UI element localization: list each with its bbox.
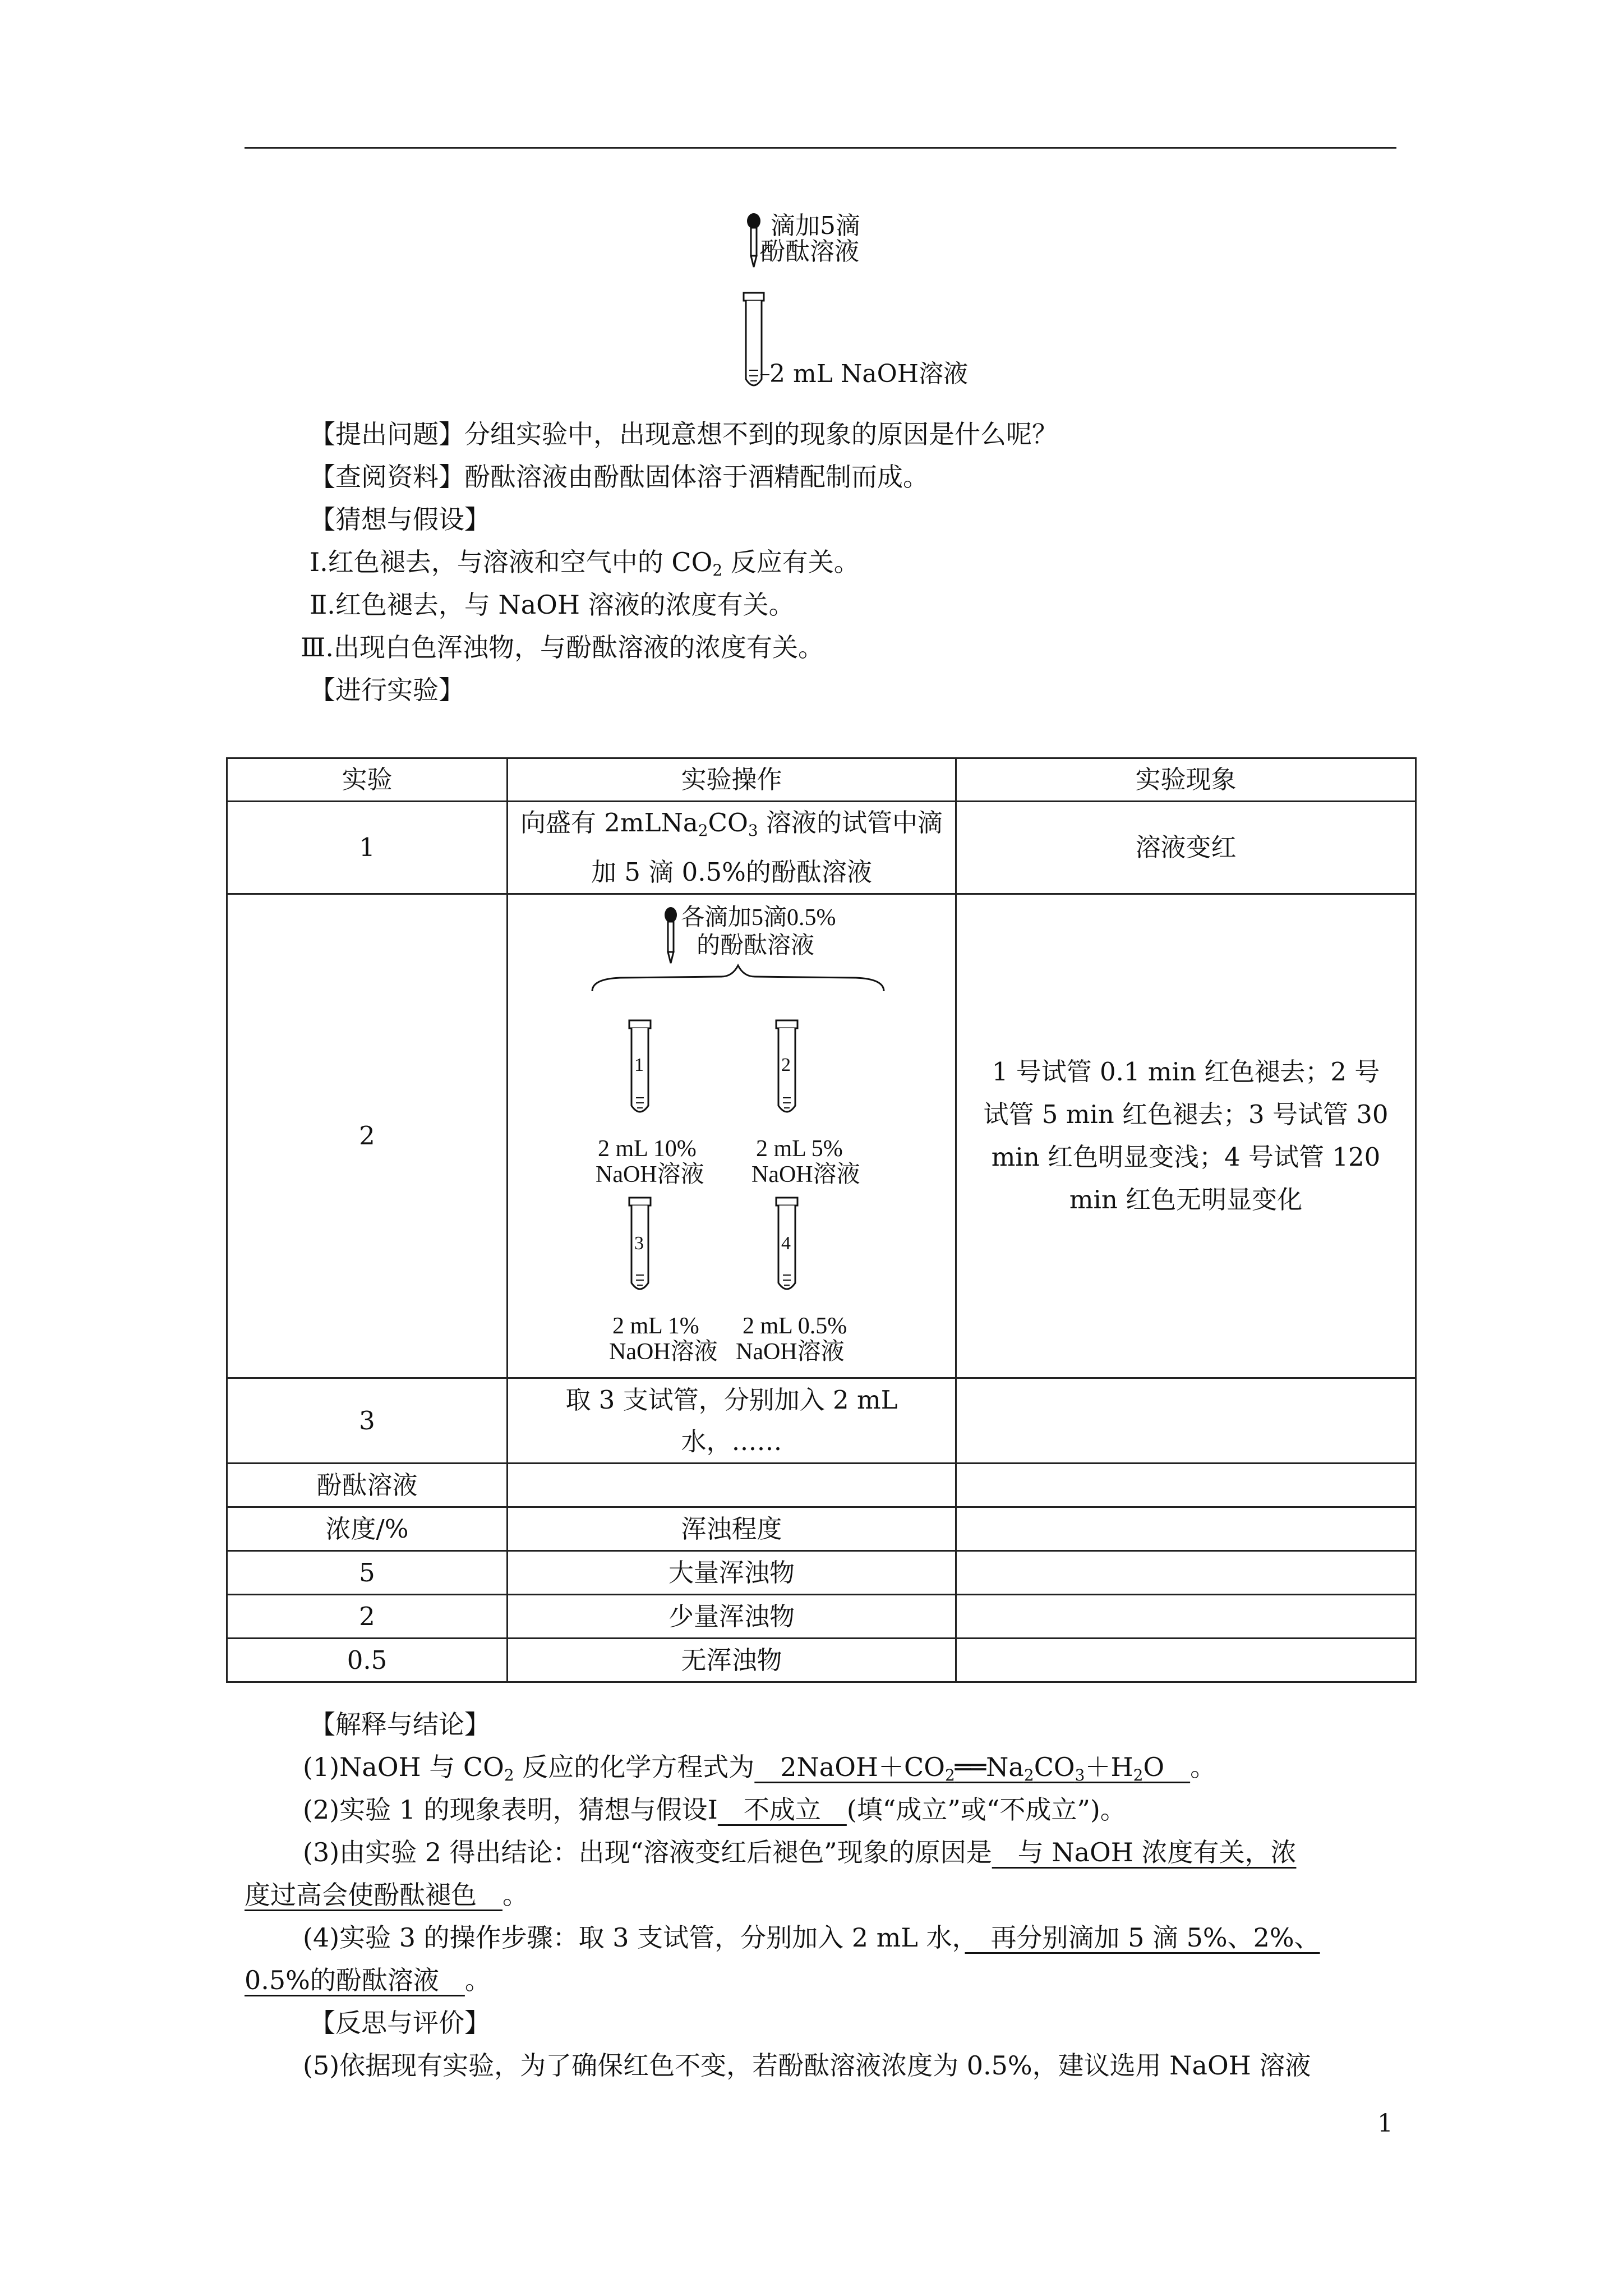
answer-2: 不成立 (717, 1795, 847, 1825)
tube4-label-a: 2 mL 0.5% (743, 1313, 847, 1339)
table-row (227, 1639, 1416, 1682)
concentration-cell: 5 (227, 1551, 508, 1595)
hypothesis-3: Ⅲ.出现白色浑浊物，与酚酞溶液的浓度有关。 (301, 632, 824, 662)
concentration-cell: 2 (227, 1595, 508, 1639)
question-3: (3)由实验 2 得出结论：出现“溶液变红后褪色”现象的原因是 与 NaOH 浓度有关，浓 (303, 1837, 1297, 1867)
question-4-cont: 0.5%的酚酞溶液 。 (245, 1965, 491, 1995)
turbidity-cell (508, 1464, 956, 1507)
tube-number-3: 3 (634, 1233, 644, 1254)
experiment-heading: 【进行实验】 (310, 675, 464, 705)
table-row-2 (227, 894, 1416, 1378)
tube1-label-a: 2 mL 10% (598, 1136, 697, 1162)
reference-line: 【查阅资料】酚酞溶液由酚酞固体溶于酒精配制而成。 (310, 462, 929, 492)
hypothesis-1: Ⅰ.红色褪去，与溶液和空气中的 $CO_2$ 反应有关。 (310, 547, 860, 579)
tube1-label-b: NaOH溶液 (596, 1162, 704, 1188)
reflection-heading: 【反思与评价】 (310, 2008, 490, 2038)
page-number: 1 (1377, 2109, 1393, 2138)
tube-number-2: 2 (781, 1055, 791, 1075)
answer-1: $2NaOH+CO_2══Na_2CO_3+H_2O$ (754, 1752, 1191, 1784)
empty-cell (956, 1464, 1416, 1507)
concentration-cell: 浓度/% (227, 1507, 508, 1551)
header-rule (245, 147, 1396, 149)
experiment-operation: 取 3 支试管，分别加入 2 mL 水，…… (508, 1378, 956, 1464)
tube2-label-a: 2 mL 5% (756, 1136, 843, 1162)
tube-label: 2 mL NaOH溶液 (769, 360, 969, 388)
empty-cell (956, 1551, 1416, 1595)
experiment-operation: 向盛有 $2mLNa_2CO_3$ 溶液的试管中滴 加 5 滴 0.5%的酚酞溶液 (508, 802, 956, 894)
answer-3a: 与 NaOH 浓度有关，浓 (992, 1837, 1297, 1867)
dropper-label-b: 的酚酞溶液 (697, 933, 815, 959)
table-row (227, 1464, 1416, 1507)
tube2-label-b: NaOH溶液 (751, 1162, 860, 1188)
question-3-cont: 度过高会使酚酞褪色 。 (245, 1880, 528, 1910)
tube4-label-b: NaOH溶液 (736, 1339, 845, 1365)
four-tube-figure (508, 894, 956, 1378)
tube3-label-a: 2 mL 1% (612, 1313, 699, 1339)
table-row (227, 1551, 1416, 1595)
table-header-row (227, 758, 1416, 802)
question-2: (2)实验 1 的现象表明，猜想与假设Ⅰ 不成立 (填“成立”或“不成立”)。 (303, 1795, 1126, 1825)
table-row-3 (227, 1378, 1416, 1464)
header-cell: 实验现象 (956, 758, 1416, 802)
conclusion-heading: 【解释与结论】 (310, 1709, 490, 1740)
table-row (227, 1595, 1416, 1639)
experiment-result: 1 号试管 0.1 min 红色褪去；2 号 试管 5 min 红色褪去；3 号试管 30 min 红色明显变浅；4 号试管 120 min 红色无明显变化 (956, 894, 1416, 1378)
experiment-number: 2 (227, 894, 508, 1378)
experiment-result: 溶液变红 (956, 802, 1416, 894)
answer-3b: 度过高会使酚酞褪色 (245, 1880, 502, 1910)
dropper-test-tube-figure (729, 213, 987, 398)
turbidity-cell: 大量浑浊物 (508, 1551, 956, 1595)
experiment-number: 3 (227, 1378, 508, 1464)
empty-cell (956, 1507, 1416, 1551)
four-tube-drawing (508, 895, 957, 1377)
dropper-label-line2: 酚酞溶液 (760, 237, 859, 266)
tube-number-1: 1 (634, 1055, 644, 1075)
hypothesis-2: Ⅱ.红色褪去，与 NaOH 溶液的浓度有关。 (310, 590, 795, 620)
dropper-label-a: 各滴加5滴0.5% (681, 905, 836, 931)
turbidity-cell: 少量浑浊物 (508, 1595, 956, 1639)
empty-cell (956, 1639, 1416, 1682)
dropper-label-line1: 滴加5滴 (771, 211, 860, 240)
turbidity-cell: 浑浊程度 (508, 1507, 956, 1551)
table-row (227, 1507, 1416, 1551)
experiment-number: 1 (227, 802, 508, 894)
question-4: (4)实验 3 的操作步骤：取 3 支试管，分别加入 2 mL 水， 再分别滴加 5 滴 5%、2%、 (303, 1922, 1320, 1953)
table-row-1 (227, 802, 1416, 894)
experiment-table (226, 757, 1417, 1683)
hypothesis-heading: 【猜想与假设】 (310, 504, 490, 535)
empty-cell (956, 1595, 1416, 1639)
concentration-cell: 0.5 (227, 1639, 508, 1682)
header-cell: 实验 (227, 758, 508, 802)
turbidity-cell: 无浑浊物 (508, 1639, 956, 1682)
question-1: (1)NaOH 与 $CO_2$ 反应的化学方程式为 $2NaOH+CO_2══Na_2CO_3+H_2O$ 。 (303, 1752, 1216, 1784)
tube-number-4: 4 (781, 1233, 791, 1254)
header-cell: 实验操作 (508, 758, 956, 802)
tube3-label-b: NaOH溶液 (609, 1339, 718, 1365)
concentration-cell: 酚酞溶液 (227, 1464, 508, 1507)
answer-4b: 0.5%的酚酞溶液 (245, 1965, 465, 1995)
experiment-result (956, 1378, 1416, 1464)
question-line: 【提出问题】分组实验中，出现意想不到的现象的原因是什么呢？ (310, 419, 1058, 449)
question-5: (5)依据现有实验，为了确保红色不变，若酚酞溶液浓度为 0.5%，建议选用 NaOH 溶液 (303, 2050, 1311, 2081)
answer-4a: 再分别滴加 5 滴 5%、2%、 (965, 1922, 1320, 1953)
